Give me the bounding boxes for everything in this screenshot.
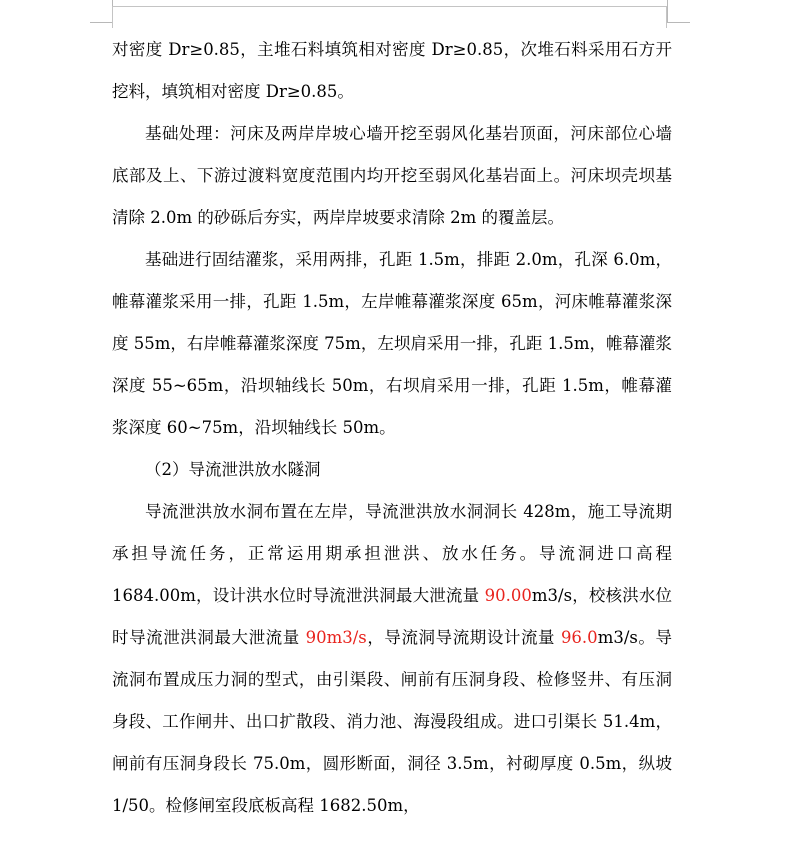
- text-segment: m3/s，校核洪水位时导流泄洪洞最大泄流量: [112, 586, 673, 647]
- text-segment: ，导流洞导流期设计流量: [366, 628, 561, 647]
- document-body: [112, 29, 672, 827]
- text-segment: 导流泄洪放水洞布置在左岸，导流泄洪放水洞洞长 428m，施工导流期承担导流任务，正常运用期承担泄洪、放水任务。导流洞进口高程 1684.00m，设计洪水位时导流泄洪洞最大泄流量: [112, 502, 672, 605]
- highlight-diversion-flow: 96.0: [560, 628, 598, 647]
- highlight-design-discharge: 90.00: [484, 586, 532, 605]
- header-boundary-line: [112, 6, 666, 7]
- paragraph-foundation-treatment: 基础处理：河床及两岸岸坡心墙开挖至弱风化基岩顶面，河床部位心墙底部及上、下游过渡料宽度范围内均开挖至弱风化基岩面上。河床坝壳坝基清除 2.0m 的砂砾后夯实，两岸岸坡要求清除 2m 的覆盖层。: [112, 124, 672, 227]
- text-segment: m3/s。导流洞布置成压力洞的型式，由引渠段、闸前有压洞身段、检修竖井、有压洞身段、工作闸井、出口扩散段、消力池、海漫段组成。进口引渠长 51.4m，闸前有压洞身段长 75.0m，圆形断面，洞径 3.5m，衬砌厚度 0.5m，纵坡 1/50。检修闸室段底板高程 1682.50m，: [112, 628, 672, 815]
- left-margin-corner-mark: [90, 0, 113, 23]
- paragraph-density: 对密度 Dr≥0.85，主堆石料填筑相对密度 Dr≥0.85，次堆石料采用石方开挖料，填筑相对密度 Dr≥0.85。: [112, 40, 672, 101]
- paragraph-grouting: 基础进行固结灌浆，采用两排，孔距 1.5m，排距 2.0m，孔深 6.0m，帷幕灌浆采用一排，孔距 1.5m，左岸帷幕灌浆深度 65m，河床帷幕灌浆深度 55m，右岸帷幕灌浆深度 75m，左坝肩采用一排，孔距 1.5m，帷幕灌浆深度 55~65m，沿坝轴线长 50m，右坝肩采用一排，孔距 1.5m，帷幕灌浆深度 60~75m，沿坝轴线长 50m。: [112, 250, 672, 437]
- highlight-check-discharge: 90m3/s: [305, 628, 367, 647]
- right-margin-corner-mark: [667, 0, 690, 23]
- right-text-boundary: [666, 6, 667, 28]
- left-text-boundary: [112, 6, 113, 28]
- section-heading-diversion-tunnel: （2）导流泄洪放水隧洞: [145, 460, 321, 479]
- paragraph-diversion-tunnel: [112, 491, 672, 827]
